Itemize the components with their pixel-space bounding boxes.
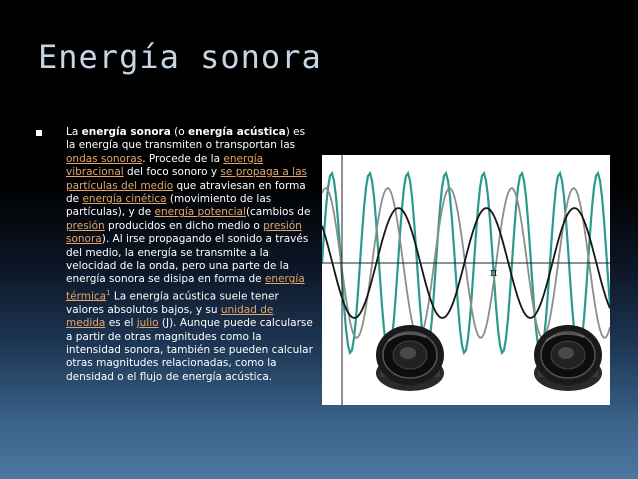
speaker-left-icon: [376, 325, 444, 391]
link-energia-vibracional[interactable]: energía vibracional: [66, 152, 264, 179]
bold-term: energía acústica: [188, 126, 286, 138]
link-energia-termica[interactable]: energía térmica: [66, 273, 305, 303]
text-run: La energía acústica suele tener valores absolutos bajos, y su: [66, 290, 279, 316]
text-run: del foco sonoro y: [123, 166, 221, 179]
text-run: ). Al irse propagando el sonido a través del medio, la energía se transmite a la velocidad de la onda, pero una parte de la energía sonora se disipa en forma de: [66, 233, 309, 286]
pi-axis-label: π: [490, 266, 498, 279]
link-se-propaga[interactable]: se propaga a las partículas del medio: [66, 166, 307, 192]
text-run: La: [66, 126, 82, 138]
bullet-list: [36, 126, 316, 384]
bullet-marker: [36, 130, 42, 136]
link-unidad-de-medida[interactable]: unidad de medida: [66, 303, 274, 330]
text-run: que atraviesan en forma de: [66, 179, 306, 206]
reference-marker[interactable]: 1: [106, 288, 111, 297]
link-ondas-sonoras[interactable]: ondas sonoras: [66, 152, 143, 165]
text-run: producidos en dicho medio o: [104, 219, 264, 232]
text-run: es el: [105, 317, 137, 330]
text-run: (movimiento de las partículas), y de: [66, 193, 272, 219]
body-paragraph: [66, 126, 316, 384]
text-run: (o: [170, 126, 188, 138]
link-julio[interactable]: julio: [136, 317, 159, 330]
text-run: (cambios de: [245, 206, 311, 219]
text-run: (J). Aunque puede calcularse a partir de otras magnitudes como la intensidad sonora, también se pueden calcular otras magnitudes relacionadas, como la densidad o el flujo de energía acústica.: [66, 317, 313, 383]
text-run: ) es la energía que transmiten o transportan las: [66, 126, 306, 152]
bold-term: energía sonora: [81, 126, 171, 138]
sound-wave-figure: [322, 155, 610, 405]
link-energia-potencial[interactable]: energía potencial: [154, 206, 246, 219]
text-run: . Procede de la: [142, 152, 224, 165]
link-presion-sonora[interactable]: presión sonora: [66, 219, 302, 246]
speaker-right-icon: [534, 325, 602, 391]
link-presion[interactable]: presión: [66, 219, 105, 232]
slide-title: Energía sonora: [38, 38, 322, 76]
wave-illustration: [322, 155, 610, 405]
link-energia-cinetica[interactable]: energía cinética: [82, 193, 167, 206]
